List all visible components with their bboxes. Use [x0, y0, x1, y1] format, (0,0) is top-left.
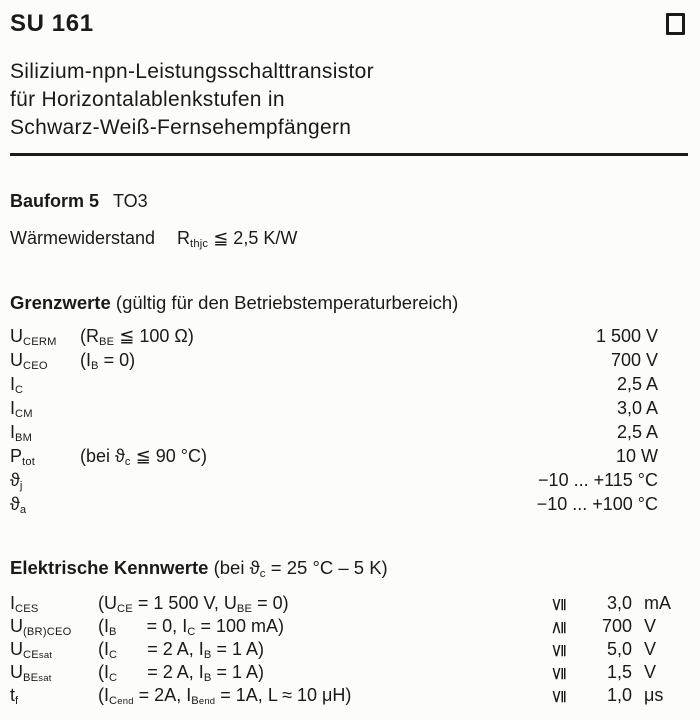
parameter-condition: [80, 468, 538, 492]
parameter-unit: mA: [644, 593, 671, 613]
thermal-value: $R_{thjc}$ ≦ 2,5 K/W: [177, 228, 298, 251]
parameter-symbol: $I_{BM}$: [10, 422, 33, 445]
parameter-value: 1 500 V: [595, 326, 658, 346]
bauform-value: TO3: [113, 191, 148, 211]
parameter-condition: ($U_{CE} = 1$ 500 V, $U_{BE} = 0$): [98, 593, 289, 616]
parameter-value: −10 ... +115 °C: [538, 470, 658, 490]
parameter-condition: [80, 396, 617, 420]
limit-row: [10, 492, 688, 516]
device-description: [10, 58, 688, 142]
parameter-condition: ($I_C$ = 2 A, $I_B = 1$ A): [98, 639, 265, 662]
parameter-symbol: $P_{tot}$: [10, 446, 36, 469]
limit-row: [10, 396, 688, 420]
kennwerte-heading-note: (bei $ϑ_c = 25$ °C – 5 K): [213, 557, 388, 581]
parameter-symbol: $ϑ_a$: [10, 494, 27, 517]
limit-row: [10, 372, 688, 396]
parameter-symbol: $I_{CM}$: [10, 398, 33, 421]
bauform-label: Bauform 5: [10, 191, 100, 211]
parameter-value: 700: [601, 616, 632, 636]
parameter-symbol: $t_f$: [10, 685, 19, 708]
parameter-condition: [80, 420, 617, 444]
parameter-condition: [80, 492, 537, 516]
limit-row: [10, 420, 688, 444]
parameter-condition: ($I_B$ = 0, $I_C = 100$ mA): [98, 616, 285, 639]
grenzwerte-heading: [10, 291, 688, 315]
page-title: SU 161: [10, 10, 94, 37]
characteristic-row: [10, 684, 688, 707]
bauform-row: [10, 190, 688, 212]
characteristic-row: [10, 661, 688, 684]
subtitle-line: Schwarz-Weiß-Fernsehempfängern: [10, 116, 352, 139]
parameter-value: 2,5 A: [616, 422, 658, 442]
parameter-unit: V: [644, 662, 657, 682]
thermal-resistance-row: [10, 227, 688, 249]
thermal-label: Wärmewiderstand: [10, 228, 156, 248]
parameter-value: 3,0: [606, 593, 632, 613]
parameter-value: 1,5: [606, 662, 632, 682]
parameter-value: 3,0 A: [616, 398, 658, 418]
parameter-condition: (bei $ϑ_c$ ≦ 90 °C): [80, 446, 207, 469]
characteristic-row: [10, 592, 688, 615]
parameter-condition: [80, 372, 617, 396]
characteristic-row: [10, 615, 688, 638]
grenzwerte-heading-note: (gültig für den Betriebstemperaturbereich): [115, 292, 459, 313]
parameter-condition: ($I_C$ = 2 A, $I_B = 1$ A): [98, 662, 265, 685]
package-info: [10, 190, 688, 249]
horizontal-divider: [10, 153, 688, 156]
limit-row: [10, 468, 688, 492]
corner-square-icon: [666, 13, 685, 35]
parameter-value: 2,5 A: [616, 374, 658, 394]
kennwerte-heading: [10, 556, 688, 580]
subtitle-line: Silizium-npn-Leistungsschalttransistor: [10, 60, 374, 83]
characteristic-row: [10, 638, 688, 661]
limit-row: [10, 324, 688, 348]
parameter-condition: $(I_B = 0)$: [80, 350, 136, 373]
relation-symbol: ≧: [548, 620, 569, 636]
parameter-symbol: $U_{(BR)CEO}$: [10, 616, 72, 639]
kennwerte-heading-bold: Elektrische Kennwerte: [10, 557, 209, 578]
parameter-symbol: $I_{CES}$: [10, 593, 39, 616]
parameter-symbol: $U_{CERM}$: [10, 326, 57, 349]
relation-symbol: ≦: [548, 643, 569, 659]
parameter-value: −10 ... +100 °C: [536, 494, 658, 514]
parameter-unit: μs: [644, 685, 664, 705]
subtitle-line: für Horizontalablenkstufen in: [10, 88, 285, 111]
parameter-symbol: $I_C$: [10, 374, 24, 397]
parameter-symbol: $U_{CEsat}$: [10, 639, 53, 662]
kennwerte-table: [10, 592, 688, 707]
relation-symbol: ≦: [548, 666, 569, 682]
parameter-condition: ($R_{BE}$ ≦ 100 Ω): [80, 326, 194, 349]
parameter-unit: V: [644, 639, 657, 659]
parameter-symbol: $U_{CEO}$: [10, 350, 48, 373]
relation-symbol: ≦: [548, 597, 569, 613]
parameter-value: 1,0: [606, 685, 632, 705]
grenzwerte-table: [10, 324, 688, 516]
limit-row: [10, 444, 688, 468]
parameter-value: 700 V: [610, 350, 658, 370]
parameter-value: 5,0: [606, 639, 632, 659]
parameter-symbol: $ϑ_j$: [10, 470, 23, 493]
relation-symbol: ≦: [548, 689, 569, 705]
parameter-unit: V: [644, 616, 657, 636]
parameter-condition: ($I_{Cend} = 2A$, $I_{Bend} = 1A$, L ≈ 10 μH): [98, 685, 352, 708]
parameter-value: 10 W: [615, 446, 658, 466]
grenzwerte-heading-bold: Grenzwerte: [10, 292, 111, 313]
limit-row: [10, 348, 688, 372]
parameter-symbol: $U_{BEsat}$: [10, 662, 52, 685]
